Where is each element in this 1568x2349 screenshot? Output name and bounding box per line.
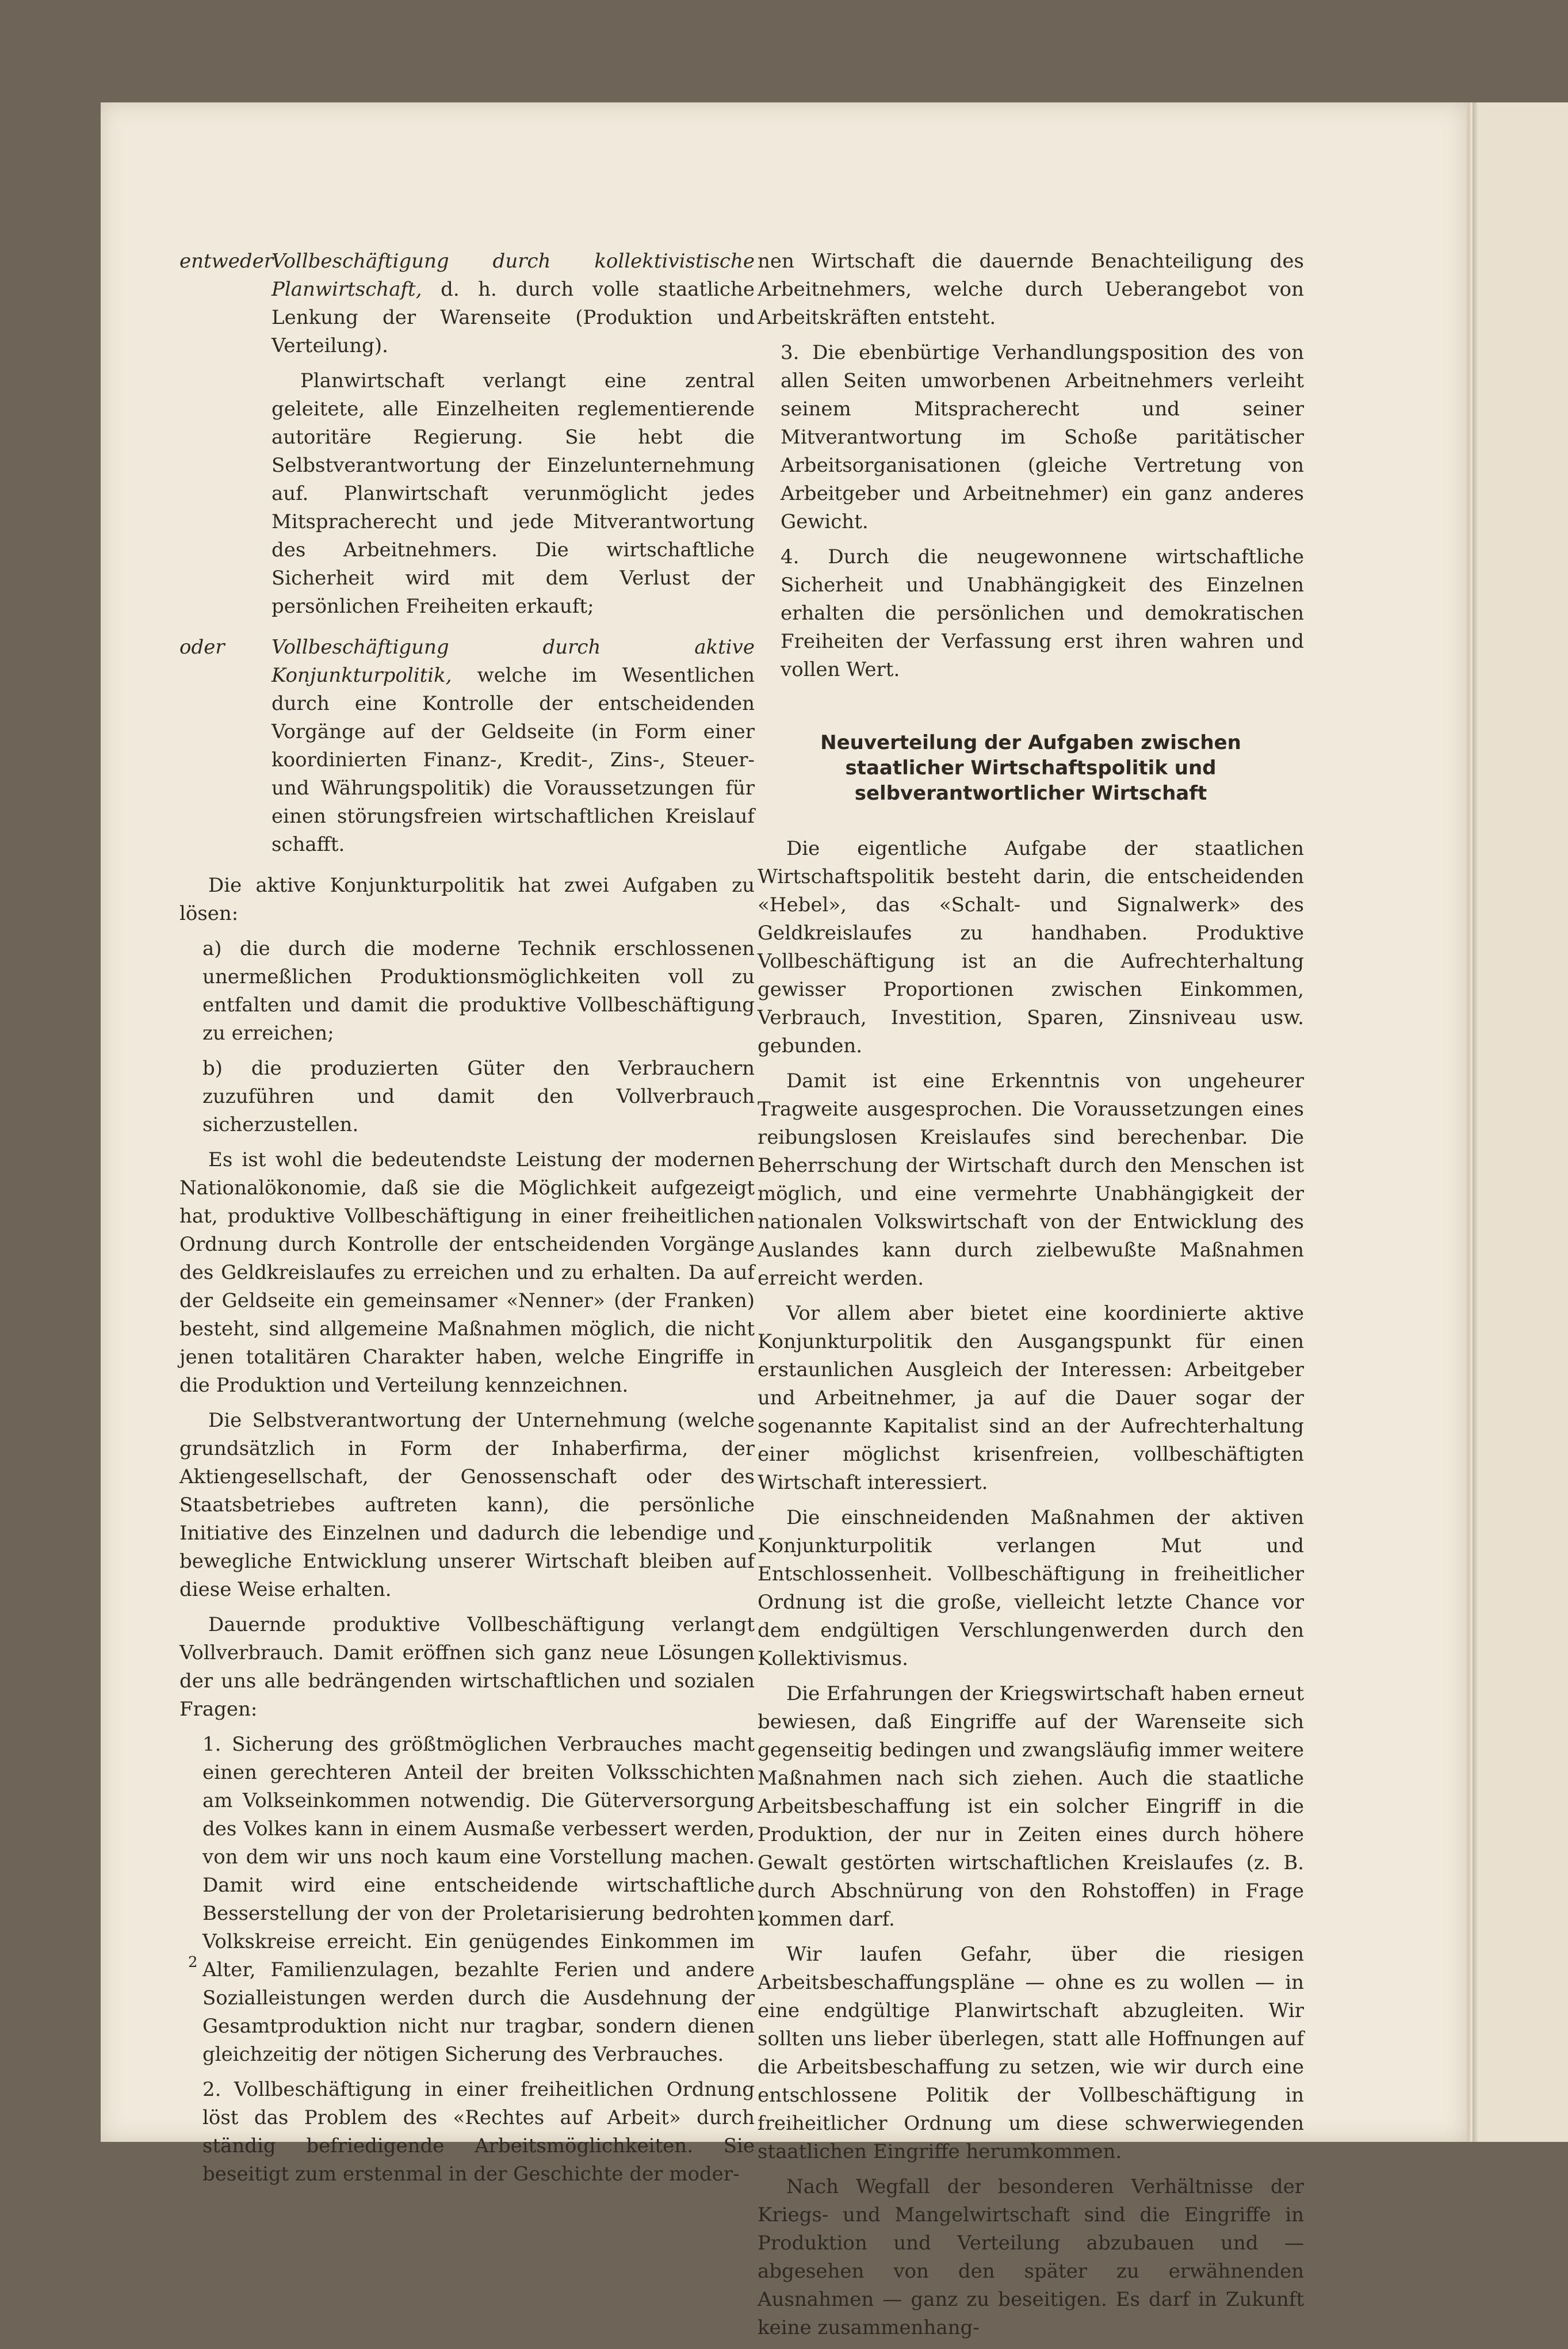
list-item-text: a) die durch die moderne Technik erschlossenen unermeßlichen Produktionsmöglichkeiten voll zu entfalten und damit die produktive Vollbeschäftigung zu erreichen; [202,937,755,1045]
body-paragraph: Dauernde produktive Vollbeschäftigung verlangt Vollverbrauch. Damit eröffnen sich ganz neue Lösungen der uns alle bedrängenden wirtschaftlichen und sozialen Fragen: [179,1613,755,1721]
page-number: 2 [188,1954,198,1971]
definition-body [271,247,755,628]
body-paragraph: Vor allem aber bietet eine koordinierte aktive Konjunkturpolitik den Ausgangspunkt für einen erstaunlichen Ausgleich der Interessen: Arbeitgeber und Arbeitnehmer, ja auf die Dauer sogar der sogenannte Kapitalist sind an der Aufrechterhaltung einer möglichst krisenfreien, vollbeschäftigten Wirtschaft interessiert. [758,1302,1304,1494]
definition-paragraph [271,247,755,360]
list-item-1 [179,1731,755,2069]
list-item-4 [758,543,1304,684]
list-item-text: 1. Sicherung des größtmöglichen Verbrauches macht einen gerechteren Anteil der breiten Volksschichten am Volkseinkommen notwendig. Die Güterversorgung des Volkes kann in einem Ausmaße verbessert werden, von dem wir uns noch kaum eine Vorstellung machen. Damit wird eine entscheidende wirtschaftliche Besserstellung der von der Proletarisierung bedrohten Volkskreise erreicht. Ein genügendes Einkommen im Alter, Familienzulagen, bezahlte Ferien und andere Sozialleistungen werden durch die Ausdehnung der Gesamtproduktion nicht nur tragbar, sondern dienen gleichzeitig der nötigen Sicherung des Verbrauches. [202,1733,755,2066]
list-item-3 [758,339,1304,536]
definition-body [271,633,755,866]
list-item-text: b) die produzierten Güter den Verbrauchern zuzuführen und damit den Vollverbrauch sicherzustellen. [202,1057,755,1136]
definition-text: welche im Wesentlichen durch eine Kontrolle der entscheidenden Vorgänge auf der Geldseite (in Form einer koordinierten Finanz-, Kredit-, Zins-, Steuer- und Währungspolitik) die Voraussetzungen für einen störungsfreien wirtschaftlichen Kreislauf schafft. [271,664,755,856]
definition-paragraph-2: Planwirtschaft verlangt eine zentral geleitete, alle Einzelheiten reglementierende autoritäre Regierung. Sie hebt die Selbstverantwortung der Einzelunternehmung auf. Planwirtschaft verunmöglicht jedes Mitspracherecht und jede Mitverantwortung des Arbeitnehmers. Die wirtschaftliche Sicherheit wird mit dem Verlust der persönlichen Freiheiten erkauft; [271,369,755,618]
definition-label: entweder [179,250,274,273]
body-paragraph: Es ist wohl die bedeutendste Leistung der modernen Nationalökonomie, daß sie die Möglichkeit aufgezeigt hat, produktive Vollbeschäftigung in einer freiheitlichen Ordnung durch Kontrolle der entscheidenden Vorgänge des Geldkreislaufes zu erreichen und zu erhalten. Da auf der Geldseite ein gemeinsamer «Nenner» (der Franken) besteht, sind allgemeine Maßnahmen möglich, die nicht jenen totalitären Charakter haben, welche Eingriffe in die Produktion und Verteilung kennzeichnen. [179,1148,755,1397]
body-paragraph: Die einschneidenden Maßnahmen der aktiven Konjunkturpolitik verlangen Mut und Entschlossenheit. Vollbeschäftigung in freiheitlicher Ordnung ist die große, vielleicht letzte Chance vor dem endgültigen Verschlungenwerden durch den Kollektivismus. [758,1506,1304,1670]
body-paragraph: Damit ist eine Erkenntnis von ungeheurer Tragweite ausgesprochen. Die Voraussetzungen eines reibungslosen Kreislaufes sind berechenbar. Die Beherrschung der Wirtschaft durch den Menschen ist möglich, und eine vermehrte Unabhängigkeit der nationalen Volkswirtschaft von der Entwicklung des Auslandes kann durch zielbewußte Maßnahmen erreicht werden. [758,1070,1304,1290]
body-paragraph: nen Wirtschaft die dauernde Benachteiligung des Arbeitnehmers, welche durch Ueberangebot von Arbeitskräften entsteht. [758,250,1304,329]
list-item-a [179,935,755,1048]
body-paragraph: Die eigentliche Aufgabe der staatlichen Wirtschaftspolitik besteht darin, die entscheidenden «Hebel», das «Schalt- und Signalwerk» des Geldkreislaufes zu handhaben. Produktive Vollbeschäftigung ist an die Aufrechterhaltung gewisser Proportionen zwischen Einkommen, Verbrauch, Investition, Sparen, Zinsniveau usw. gebunden. [758,837,1304,1057]
page-fold-shadow [1473,102,1478,2142]
right-column [758,247,1304,2349]
list-item-text: 2. Vollbeschäftigung in einer freiheitlichen Ordnung löst das Problem des «Rechtes auf Arbeit» durch ständig befriedigende Arbeitsmöglichkeiten. Sie beseitigt zum erstenmal in der Geschichte der moder- [202,2078,755,2186]
definition-paragraph [271,633,755,859]
definition-text: d. h. durch volle staatliche Lenkung der Warenseite (Produktion und Verteilung). [271,278,755,357]
definition-heading: Vollbeschäftigung durch kollektivistische Planwirtschaft, [271,250,755,301]
definition-label: oder [179,636,225,659]
list-item-2 [179,2076,755,2188]
section-heading: Neuverteilung der Aufgaben zwischen staatlicher Wirtschaftspolitik und selbverantwortlicher Wirtschaft [820,731,1241,805]
list-item-b [179,1055,755,1139]
body-paragraph: Wir laufen Gefahr, über die riesigen Arbeitsbeschaffungspläne — ohne es zu wollen — in eine endgültige Planwirtschaft abzugleiten. Wir sollten uns lieber überlegen, statt alle Hoffnungen auf die Arbeitsbeschaffung zu setzen, wie wir durch eine entschlossene Politik der Vollbeschäftigung in freiheitlicher Ordnung um diese schwerwiegenden staatlichen Eingriffe herumkommen. [758,1943,1304,2163]
definition-heading: Vollbeschäftigung durch aktive Konjunkturpolitik, [271,636,755,687]
left-column [179,247,755,2195]
definition-konjunkturpolitik [179,633,755,866]
adjacent-page-edge [1467,102,1568,2142]
body-paragraph: Die Erfahrungen der Kriegswirtschaft haben erneut bewiesen, daß Eingriffe auf der Warenseite sich gegenseitig bedingen und zwangsläufig immer weitere Maßnahmen nach sich ziehen. Auch die staatliche Arbeitsbeschaffung ist ein solcher Eingriff in die Produktion, der nur in Zeiten eines durch höhere Gewalt gestörten wirtschaftlichen Kreislaufes (z. B. durch Abschnürung von den Rohstoffen) in Frage kommen darf. [758,1682,1304,1931]
body-paragraph: Nach Wegfall der besonderen Verhältnisse der Kriegs- und Mangelwirtschaft sind die Eingriffe in Produktion und Verteilung abzubauen und — abgesehen von den später zu erwähnenden Ausnahmen — ganz zu beseitigen. Es darf in Zukunft keine zusammenhang- [758,2175,1304,2339]
body-paragraph: Die aktive Konjunkturpolitik hat zwei Aufgaben zu lösen: [179,874,755,925]
definition-planwirtschaft [179,247,755,628]
list-item-text: 3. Die ebenbürtige Verhandlungsposition des von allen Seiten umworbenen Arbeitnehmers verleiht seinem Mitspracherecht und seiner Mitverantwortung im Schoße paritätischer Arbeitsorganisationen (gleiche Vertretung von Arbeitgeber und Arbeitnehmer) ein ganz anderes Gewicht. [781,341,1304,533]
list-item-text: 4. Durch die neugewonnene wirtschaftliche Sicherheit und Unabhängigkeit des Einzelnen erhalten die persönlichen und demokratischen Freiheiten der Verfassung erst ihren wahren und vollen Wert. [781,545,1304,681]
body-paragraph: Die Selbstverantwortung der Unternehmung (welche grundsätzlich in Form der Inhaberfirma, der Aktiengesellschaft, der Genossenschaft oder des Staatsbetriebes auftreten kann), die persönliche Initiative des Einzelnen und dadurch die lebendige und bewegliche Entwicklung unserer Wirtschaft bleiben auf diese Weise erhalten. [179,1409,755,1601]
